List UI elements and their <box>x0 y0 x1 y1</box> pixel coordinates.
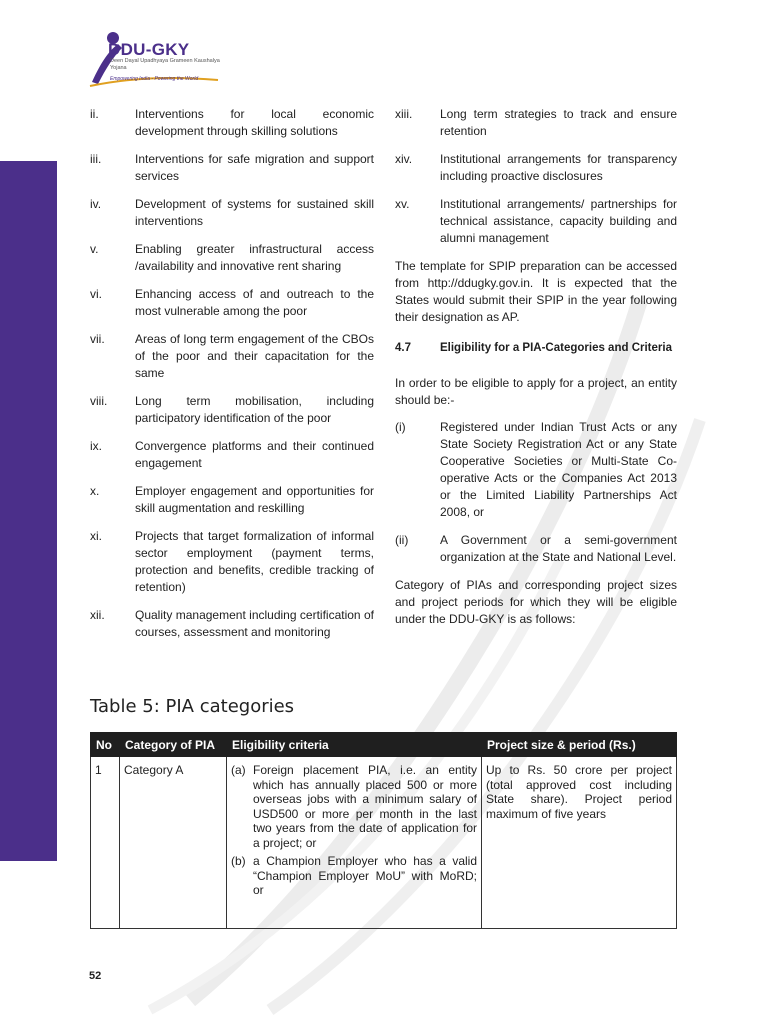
list-item <box>90 607 374 641</box>
criterion-text: a Champion Employer who has a valid “Champion Employer MoU” with MoRD; or <box>253 854 477 897</box>
item-text: Institutional arrangements for transparency including proactive disclosures <box>440 152 677 183</box>
item-text: Convergence platforms and their continued engagement <box>135 439 374 470</box>
right-column <box>395 106 677 638</box>
category-paragraph: Category of PIAs and corresponding project sizes and project periods for which they will be eligible under the DDU-GKY is as follows: <box>395 578 677 626</box>
cell-no: 1 <box>91 757 120 929</box>
item-number: iv. <box>90 197 102 211</box>
table-header-row <box>91 733 677 757</box>
item-number: iii. <box>90 152 102 166</box>
cell-category: Category A <box>120 757 227 929</box>
item-text: Development of systems for sustained skill interventions <box>135 197 374 228</box>
item-number: xv. <box>395 197 410 211</box>
list-item <box>90 331 374 382</box>
list-item <box>90 286 374 320</box>
item-text: Projects that target formalization of informal sector employment (payment terms, protection and benefits, credible tracking of retention) <box>135 529 374 594</box>
list-item <box>90 151 374 185</box>
criterion <box>231 763 477 850</box>
item-text: Areas of long term engagement of the CBOs of the poor and their capacitation for the same <box>135 332 374 380</box>
item-number: ii. <box>90 107 99 121</box>
side-accent-bar <box>0 161 57 861</box>
item-number: xiii. <box>395 107 413 121</box>
item-number: ix. <box>90 439 102 453</box>
column-header: Project size & period (Rs.) <box>482 733 677 757</box>
item-text: Interventions for safe migration and support services <box>135 152 374 183</box>
item-text: Enhancing access of and outreach to the most vulnerable among the poor <box>135 287 374 318</box>
item-text: Employer engagement and opportunities for skill augmentation and reskilling <box>135 484 374 515</box>
item-number: (i) <box>395 420 406 434</box>
item-text: Long term mobilisation, including participatory identification of the poor <box>135 394 374 425</box>
item-number: vii. <box>90 332 105 346</box>
item-text: Institutional arrangements/ partnerships for technical assistance, capacity building and alumni management <box>440 197 677 245</box>
item-number: xiv. <box>395 152 413 166</box>
section-number: 4.7 <box>395 342 411 354</box>
list-item <box>90 528 374 596</box>
item-text: A Government or a semi-government organization at the State and National Level. <box>440 533 677 564</box>
item-number: v. <box>90 242 99 256</box>
spip-paragraph: The template for SPIP preparation can be accessed from http://ddugky.gov.in. It is expected that the States would submit their SPIP in the year following their designation as AP. <box>395 259 677 324</box>
column-header: Eligibility criteria <box>227 733 482 757</box>
left-column <box>90 106 374 652</box>
logo-title: DDU-GKY <box>108 40 190 59</box>
item-text: Enabling greater infrastructural access /availability and innovative rent sharing <box>135 242 374 273</box>
list-item <box>90 241 374 275</box>
item-text: Registered under Indian Trust Acts or any State Society Registration Act or any State Cooperative Societies or Multi-State Co-operative Acts or the Companies Act 2013 or the Limited Liability Partnerships Act 2008, or <box>440 420 677 519</box>
list-item <box>90 196 374 230</box>
list-item <box>90 438 374 472</box>
item-text: Long term strategies to track and ensure retention <box>440 107 677 138</box>
cell-criteria <box>227 757 482 929</box>
list-item <box>395 151 677 185</box>
list-item <box>395 196 677 247</box>
page-number: 52 <box>89 970 102 982</box>
section-title: Eligibility for a PIA-Categories and Criteria <box>440 342 672 354</box>
item-number: xii. <box>90 608 105 622</box>
criterion-label: (b) <box>231 854 246 868</box>
item-text: Quality management including certification of courses, assessment and monitoring <box>135 608 374 639</box>
section-heading <box>395 340 677 357</box>
list-item <box>90 106 374 140</box>
item-number: (ii) <box>395 533 409 547</box>
list-item <box>395 106 677 140</box>
column-header: No <box>91 733 120 757</box>
criterion-label: (a) <box>231 763 246 777</box>
column-header: Category of PIA <box>120 733 227 757</box>
eligibility-intro: In order to be eligible to apply for a project, an entity should be:- <box>395 376 677 407</box>
logo-subtitle: Deen Dayal Upadhyaya Grameen Kaushalya Yojana <box>110 58 220 71</box>
criterion-text: Foreign placement PIA, i.e. an entity which has annually placed 500 or more overseas jobs with a minimum salary of USD500 or more per month in the last two years from the date of application for a project; or <box>253 763 477 850</box>
item-text: Interventions for local economic development through skilling solutions <box>135 107 374 138</box>
item-number: vi. <box>90 287 102 301</box>
table-row <box>91 757 677 929</box>
eligibility-item <box>395 419 677 521</box>
item-number: xi. <box>90 529 102 543</box>
criterion <box>231 854 477 898</box>
cell-project-size: Up to Rs. 50 crore per project (total approved cost including State share). Project period maximum of five years <box>482 757 677 929</box>
table-title: Table 5: PIA categories <box>90 696 295 717</box>
pia-categories-table <box>90 732 677 929</box>
item-number: viii. <box>90 394 108 408</box>
item-number: x. <box>90 484 100 498</box>
list-item <box>90 393 374 427</box>
eligibility-item <box>395 532 677 566</box>
logo-tagline: Empowering India - Powering the World <box>110 76 199 82</box>
list-item <box>90 483 374 517</box>
